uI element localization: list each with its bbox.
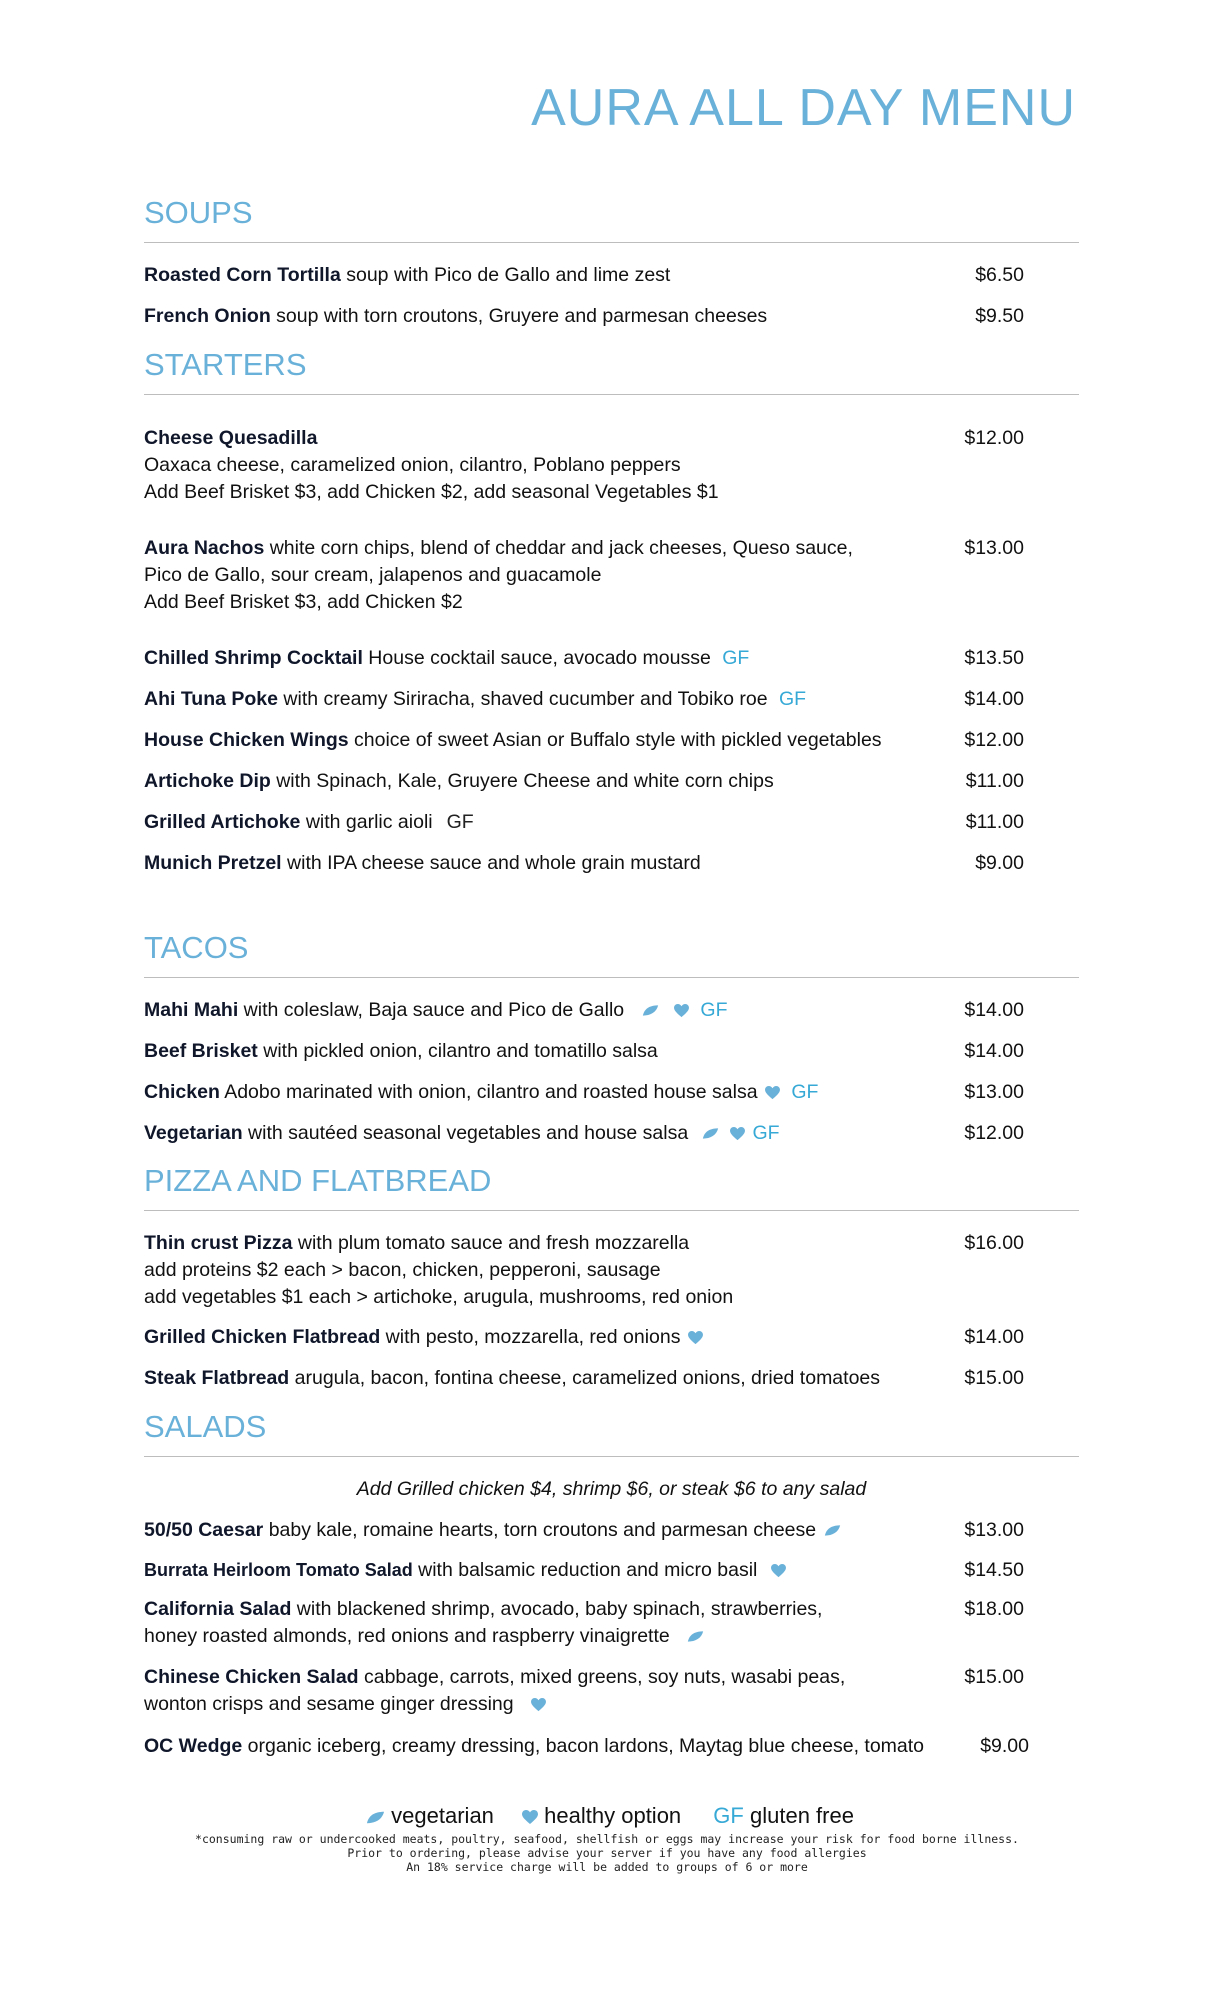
gf-tag: GF: [700, 999, 728, 1021]
section-heading: PIZZA AND FLATBREAD: [144, 1163, 492, 1198]
section-heading: TACOS: [144, 930, 249, 965]
item-name: Grilled Chicken Flatbread: [144, 1326, 381, 1348]
legend-vegetarian: vegetarian: [391, 1803, 494, 1828]
item-name: Chicken: [144, 1081, 220, 1103]
item-price: $16.00: [964, 1232, 1024, 1254]
item-description: with Spinach, Kale, Gruyere Cheese and white corn chips: [270, 770, 774, 792]
heart-icon: [674, 1004, 689, 1018]
item-price: $11.00: [965, 811, 1024, 833]
item-price: $14.00: [964, 999, 1024, 1021]
item-description: House cocktail sauce, avocado mousse: [362, 647, 711, 669]
item-name: Munich Pretzel: [144, 852, 282, 874]
gf-tag: GF: [722, 647, 750, 669]
item-description: Adobo marinated with onion, cilantro and roasted house salsa: [219, 1081, 758, 1103]
legend-gluten-free: gluten free: [749, 1803, 854, 1828]
item-description: organic iceberg, creamy dressing, bacon lardons, Maytag blue cheese, tomato: [242, 1735, 925, 1757]
item-price: $12.00: [964, 427, 1024, 449]
section-heading: SOUPS: [144, 195, 253, 230]
item-description: with pesto, mozzarella, red onions: [380, 1326, 681, 1348]
legend-gf-tag: GF: [713, 1803, 744, 1828]
item-name: French Onion: [144, 305, 271, 327]
legend-healthy: healthy option: [544, 1803, 682, 1828]
section-divider: [144, 1456, 1079, 1457]
leaf-icon: [642, 1004, 659, 1017]
leaf-icon: [687, 1630, 704, 1643]
section-divider: [144, 977, 1079, 978]
item-price: $13.00: [964, 1081, 1024, 1103]
item-name: Thin crust Pizza: [144, 1232, 293, 1254]
item-price: $11.00: [965, 770, 1024, 792]
item-name: Chilled Shrimp Cocktail: [144, 647, 363, 669]
item-description: with coleslaw, Baja sauce and Pico de Gallo: [238, 999, 625, 1021]
item-price: $18.00: [964, 1598, 1024, 1620]
item-description: choice of sweet Asian or Buffalo style with pickled vegetables: [348, 729, 882, 751]
service-charge-notice: An 18% service charge will be added to groups of 6 or more: [406, 1860, 808, 1874]
item-description: arugula, bacon, fontina cheese, caramelized onions, dried tomatoes: [289, 1367, 881, 1389]
item-price: $12.00: [964, 1122, 1024, 1144]
item-price: $15.00: [964, 1666, 1024, 1688]
item-name: California Salad: [144, 1598, 292, 1620]
item-description: with IPA cheese sauce and whole grain mustard: [281, 852, 701, 874]
item-description: baby kale, romaine hearts, torn croutons and parmesan cheese: [263, 1519, 817, 1541]
item-description: with plum tomato sauce and fresh mozzarella: [292, 1232, 690, 1254]
gf-tag: GF: [752, 1122, 780, 1144]
item-description: with creamy Siriracha, shaved cucumber and Tobiko roe: [278, 688, 768, 710]
section-pizza: [144, 1158, 1079, 1211]
dietary-legend: [0, 1803, 1214, 1829]
item-description-line: wonton crisps and sesame ginger dressing: [144, 1693, 514, 1715]
item-price: $6.50: [975, 264, 1024, 286]
item-price: $14.00: [964, 688, 1024, 710]
heart-icon: [765, 1086, 780, 1100]
section-starters: [144, 342, 1079, 395]
item-name: House Chicken Wings: [144, 729, 349, 751]
item-name: Vegetarian: [144, 1122, 243, 1144]
item-addons: add proteins $2 each > bacon, chicken, pepperoni, sausage: [144, 1259, 661, 1281]
item-addons: Add Beef Brisket $3, add Chicken $2: [144, 591, 463, 613]
item-name: Roasted Corn Tortilla: [144, 264, 341, 286]
item-description: with sautéed seasonal vegetables and house salsa: [242, 1122, 689, 1144]
item-name: Aura Nachos: [144, 537, 265, 559]
item-name: Chinese Chicken Salad: [144, 1666, 359, 1688]
allergy-notice: Prior to ordering, please advise your server if you have any food allergies: [347, 1846, 867, 1860]
item-description: with pickled onion, cilantro and tomatillo salsa: [257, 1040, 658, 1062]
heart-icon: [771, 1564, 786, 1578]
item-price: $9.00: [975, 852, 1024, 874]
item-description: with blackened shrimp, avocado, baby spinach, strawberries,: [291, 1598, 823, 1620]
section-heading: SALADS: [144, 1409, 267, 1444]
item-addons: add vegetables $1 each > artichoke, arugula, mushrooms, red onion: [144, 1286, 734, 1308]
item-name: Grilled Artichoke: [144, 811, 301, 833]
item-description: soup with Pico de Gallo and lime zest: [340, 264, 671, 286]
section-soups: [144, 190, 1079, 243]
leaf-icon: [702, 1127, 719, 1140]
item-price: $13.50: [964, 647, 1024, 669]
leaf-icon: [366, 1810, 385, 1825]
heart-icon: [522, 1810, 538, 1825]
gf-tag: GF: [791, 1081, 819, 1103]
item-price: $13.00: [964, 537, 1024, 559]
item-name: Ahi Tuna Poke: [144, 688, 278, 710]
item-price: $15.00: [964, 1367, 1024, 1389]
item-description: cabbage, carrots, mixed greens, soy nuts, wasabi peas,: [358, 1666, 846, 1688]
item-price: $12.00: [964, 729, 1024, 751]
menu-title: AURA ALL DAY MENU: [531, 79, 1076, 137]
item-addons: Add Beef Brisket $3, add Chicken $2, add seasonal Vegetables $1: [144, 481, 719, 503]
item-description: with garlic aioli: [300, 811, 433, 833]
heart-icon: [688, 1331, 703, 1345]
gf-tag: GF: [446, 811, 474, 833]
section-heading: STARTERS: [144, 347, 307, 382]
item-description: with balsamic reduction and micro basil: [412, 1559, 758, 1581]
item-price: $9.00: [980, 1735, 1029, 1757]
item-description: white corn chips, blend of cheddar and jack cheeses, Queso sauce,: [264, 537, 853, 559]
salad-addon-note: Add Grilled chicken $4, shrimp $6, or steak $6 to any salad: [356, 1478, 867, 1500]
item-price: $14.50: [964, 1559, 1024, 1581]
item-name: Artichoke Dip: [144, 770, 271, 792]
item-price: $14.00: [964, 1326, 1024, 1348]
item-price: $13.00: [964, 1519, 1024, 1541]
item-description-line: Oaxaca cheese, caramelized onion, cilantro, Poblano peppers: [144, 454, 681, 476]
section-divider: [144, 242, 1079, 243]
item-description: soup with torn croutons, Gruyere and parmesan cheeses: [270, 305, 768, 327]
item-description-line: honey roasted almonds, red onions and raspberry vinaigrette: [144, 1625, 670, 1647]
section-divider: [144, 1210, 1079, 1211]
item-name: OC Wedge: [144, 1735, 243, 1757]
item-price: $9.50: [975, 305, 1024, 327]
gf-tag: GF: [778, 688, 807, 710]
item-name: Mahi Mahi: [144, 999, 239, 1021]
item-name: Steak Flatbread: [144, 1367, 290, 1389]
item-name: Beef Brisket: [144, 1040, 258, 1062]
food-safety-notice: *consuming raw or undercooked meats, poultry, seafood, shellfish or eggs may increase your risk for food borne illness.: [195, 1832, 1019, 1846]
item-name: Burrata Heirloom Tomato Salad: [144, 1560, 413, 1580]
item-price: $14.00: [964, 1040, 1024, 1062]
item-name: Cheese Quesadilla: [144, 427, 318, 449]
heart-icon: [531, 1698, 546, 1712]
section-salads: [144, 1404, 1079, 1457]
section-divider: [144, 394, 1079, 395]
section-tacos: [144, 925, 1079, 978]
item-description-line: Pico de Gallo, sour cream, jalapenos and guacamole: [144, 564, 602, 586]
leaf-icon: [824, 1524, 841, 1537]
item-name: 50/50 Caesar: [144, 1519, 264, 1541]
heart-icon: [730, 1127, 745, 1141]
